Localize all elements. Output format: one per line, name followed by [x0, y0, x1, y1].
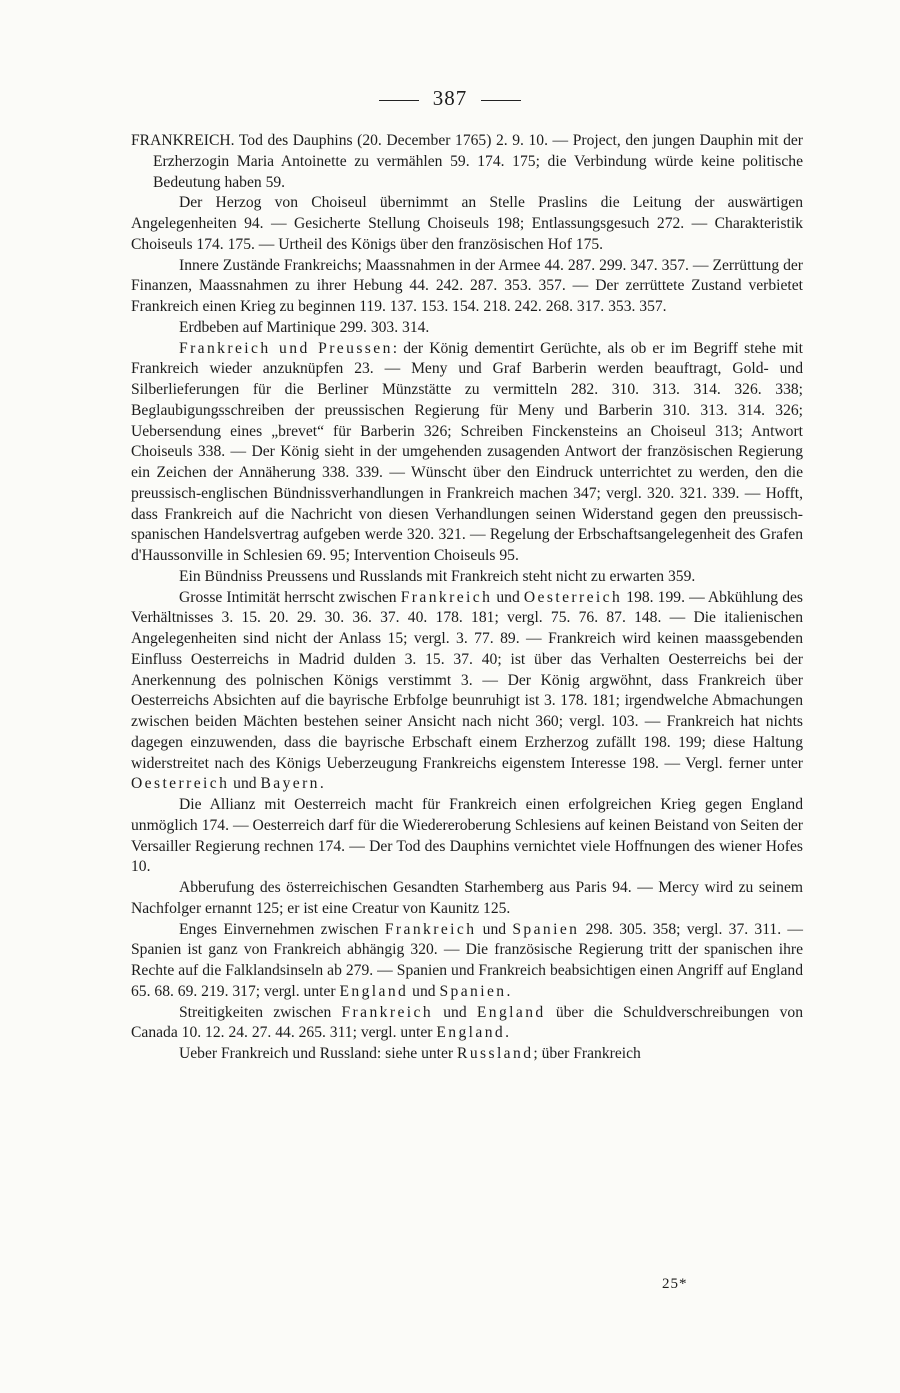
spaced-term: Frankreich	[400, 588, 493, 606]
spaced-term: Frankreich	[384, 920, 477, 938]
spaced-term: Frankreich	[341, 1003, 434, 1021]
spaced-term: Spanien	[439, 982, 507, 1000]
paragraph: Erdbeben auf Martinique 299. 303. 314.	[179, 318, 430, 336]
signature-mark: 25*	[662, 1276, 688, 1292]
index-entry	[131, 131, 803, 1065]
spaced-term: England	[476, 1003, 546, 1021]
spaced-term: Frankreich und Preussen	[179, 339, 393, 357]
paragraph: FRANKREICH. Tod des Dauphins (20. December 1765) 2. 9. 10. — Project, den jungen Dauphin mit der Erzherzogin Maria Antoinette zu vermählen 59. 174. 175; die Verbindung würde keine politische Bedeutung haben 59.	[131, 132, 803, 191]
paragraph: Grosse Intimität herrscht zwischen Frankreich und Oesterreich 198. 199. — Abkühlung des Verhältnisses 3. 15. 20. 29. 30. 36. 37. 40. 178. 181; vergl. 75. 76. 87. 148. — Die italienischen Angelegenheiten sind nicht der Anlass 15; vergl. 3. 77. 89. — Frankreich wird keinen maassgebenden Einfluss Oesterreichs in Madrid dulden 3. 15. 37. 40; ist über das Verhalten Oesterreichs bei der Anerkennung des polnischen Königs verstimmt 3. — Der König argwöhnt, dass Frankreich über Oesterreichs Absichten auf die bayrische Erbfolge beunruhigt ist 3. 178. 181; irgendwelche Abmachungen zwischen beiden Mächten bestehen seiner Ansicht nach nicht 360; vergl. 103. — Frankreich hat nichts dagegen einzuwenden, dass die bayrische Erbschaft einem Erzherzog zufällt 198. 199; diese Haltung widerstreitet nach des Königs Ueberzeugung Frankreichs eigenstem Interesse 198. — Vergl. ferner unter Oesterreich und Bayern.	[131, 588, 803, 793]
spaced-term: England	[436, 1024, 506, 1042]
spaced-term: Spanien	[512, 920, 580, 938]
spaced-term: Oesterreich	[131, 775, 230, 793]
paragraph: Frankreich und Preussen: der König dementirt Gerüchte, als ob er im Begriff stehe mit Frankreich wieder anzuknüpfen 23. — Meny und Graf Barberin werden beauftragt, Gold- und Silberlieferungen für die Berliner Münzstätte zu vermitteln 282. 310. 313. 314. 326. 338; Beglaubigungsschreiben der preussischen Regierung für Meny und Barberin 310. 313. 314. 326; Uebersendung eines „brevet“ für Barberin 326; Schreiben Finckensteins an Choiseul 313; Antwort Choiseuls 338. — Der König sieht in der umgehenden zusagenden Antwort der französischen Regierung ein Zeichen der Annäherung 338. 339. — Wünscht über den Eindruck unterrichtet zu werden, den die preussisch-englischen Bündnissverhandlungen in Frankreich machen 347; vergl. 320. 321. 339. — Hofft, dass Frankreich auf die Nachricht von diesen Verhandlungen seinen Widerstand gegen den preussisch-spanischen Handelsvertrag aufgeben werde 320. 321. — Regelung der Erbschaftsangelegenheit des Grafen d'Haussonville in Schlesien 69. 95; Intervention Choiseuls 95.	[131, 339, 803, 564]
paragraph: Abberufung des österreichischen Gesandten Starhemberg aus Paris 94. — Mercy wird zu seinem Nachfolger ernannt 125; er ist eine Creatur von Kaunitz 125.	[131, 879, 803, 917]
rule-left	[379, 100, 419, 101]
spaced-term: Russland	[457, 1045, 534, 1062]
paragraph: Innere Zustände Frankreichs; Maassnahmen in der Armee 44. 287. 299. 347. 357. — Zerrüttung der Finanzen, Maassnahmen zu ihrer Hebung 44. 242. 287. 353. 357. — Der zerrüttete Zustand verbietet Frankreich einen Krieg zu beginnen 119. 137. 153. 154. 218. 242. 268. 317. 353. 357.	[131, 256, 803, 315]
spaced-term: England	[339, 982, 409, 1000]
headword: FRANKREICH.	[131, 132, 235, 149]
spaced-term: Oesterreich	[523, 588, 623, 606]
spaced-term: Bayern	[260, 775, 320, 793]
paragraph: Ein Bündniss Preussens und Russlands mit Frankreich steht nicht zu erwarten 359.	[179, 567, 696, 585]
paragraph: Ueber Frankreich und Russland: siehe unter Russland; über Frankreich	[179, 1045, 641, 1062]
paragraph: Die Allianz mit Oesterreich macht für Frankreich einen erfolgreichen Krieg gegen England unmöglich 174. — Oesterreich darf für die Wiedereroberung Schlesiens auf keinen Beistand von Seiten der Versailler Regierung rechnen 174. — Der Tod des Dauphins vernichtet viele Hoffnungen des wiener Hofes 10.	[131, 796, 803, 876]
rule-right	[481, 100, 521, 101]
paragraph: Streitigkeiten zwischen Frankreich und England über die Schuldverschreibungen von Canada 10. 12. 24. 27. 44. 265. 311; vergl. unter England.	[131, 1003, 803, 1042]
paragraph: Der Herzog von Choiseul übernimmt an Stelle Praslins die Leitung der auswärtigen Angelegenheiten 94. — Gesicherte Stellung Choiseuls 198; Entlassungsgesuch 272. — Charakteristik Choiseuls 174. 175. — Urtheil des Königs über den französischen Hof 175.	[131, 194, 803, 253]
paragraph: Enges Einvernehmen zwischen Frankreich und Spanien 298. 305. 358; vergl. 37. 311. — Spanien ist ganz von Frankreich abhängig 320. — Die französische Regierung tritt der spanischen ihre Rechte auf die Falklandsinseln ab 279. — Spanien und Frankreich beabsichtigen einen Angriff auf England 65. 68. 69. 219. 317; vergl. unter England und Spanien.	[131, 920, 803, 1000]
page-number: 387	[0, 86, 900, 111]
